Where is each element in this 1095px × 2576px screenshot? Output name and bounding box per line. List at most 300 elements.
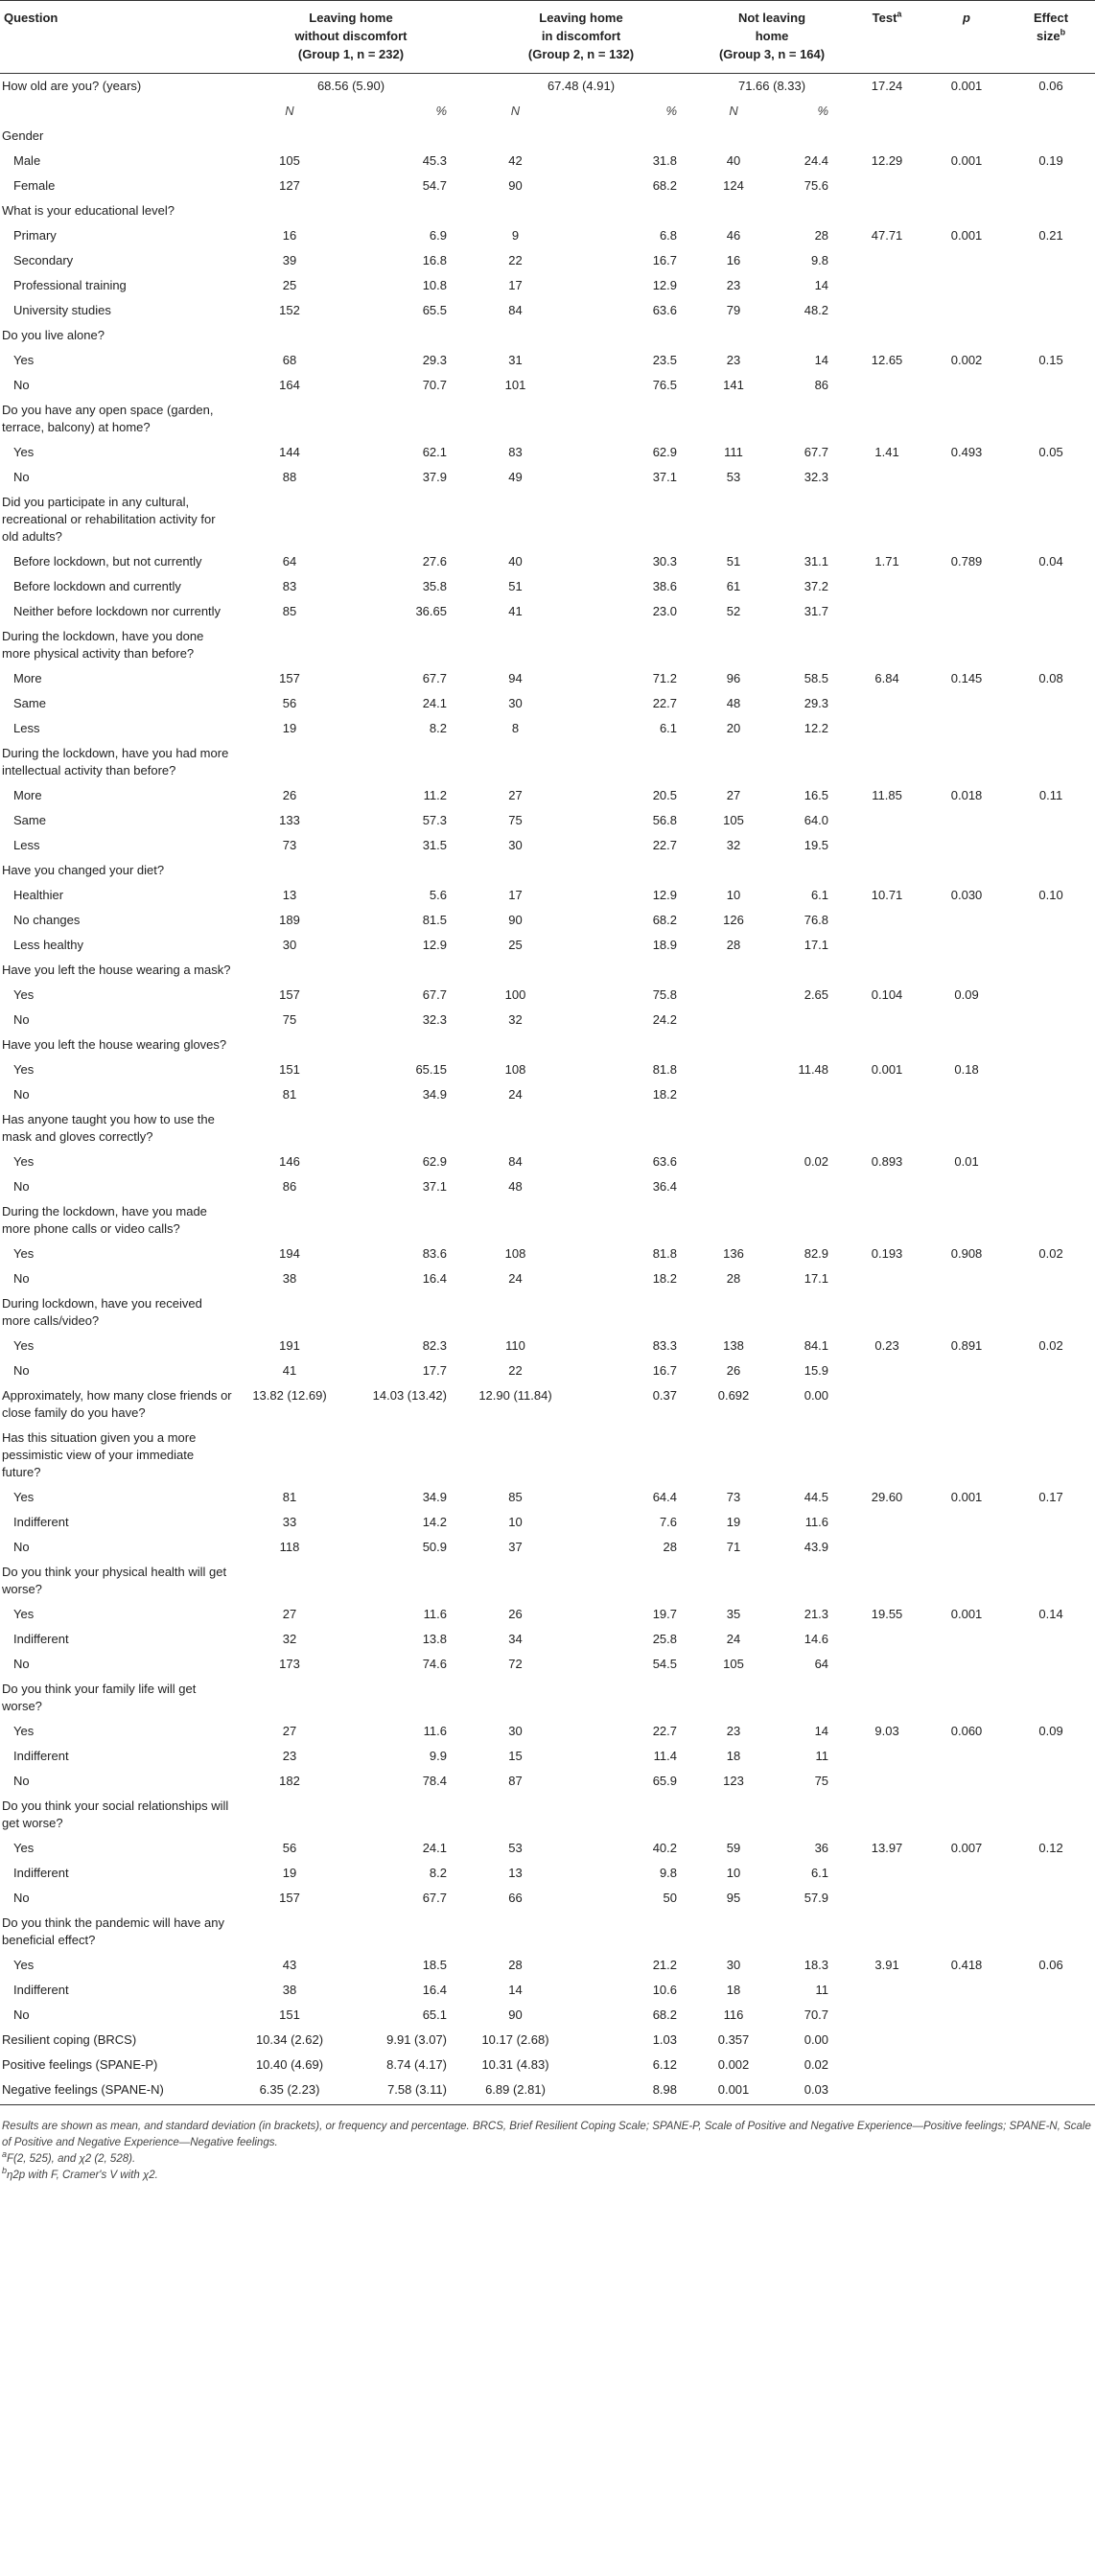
table-cell: 63.6 [652, 1154, 678, 1169]
option-row [0, 666, 1095, 691]
table-cell: 75 [814, 1774, 829, 1788]
table-cell: 1.41 [874, 445, 899, 459]
test-value: 1.03 [652, 2032, 678, 2047]
option-row [0, 833, 1095, 858]
table-cell [1007, 1861, 1095, 1886]
table-cell [1007, 983, 1095, 1008]
table-cell: 79 [726, 303, 741, 317]
table-cell: 10.8 [422, 278, 447, 292]
table-cell [771, 1008, 848, 1033]
table-cell: 81.8 [652, 1246, 678, 1261]
table-cell: 83.6 [422, 1246, 447, 1261]
option-label: Yes [13, 1062, 35, 1077]
table-cell: 90 [508, 2007, 523, 2022]
table-cell: 64.4 [652, 1490, 678, 1504]
table-cell: 11 [815, 1749, 829, 1763]
table-cell: 56 [282, 1841, 297, 1855]
p-value: 0.001 [696, 2077, 771, 2105]
table-cell: 43.9 [804, 1540, 829, 1554]
table-cell [926, 599, 1007, 624]
table-cell: 6.1 [810, 888, 829, 902]
table-cell: 14.2 [422, 1515, 447, 1529]
table-cell [1007, 273, 1095, 298]
table-cell: 85 [282, 604, 297, 618]
table-cell: 9.03 [874, 1724, 899, 1738]
table-cell: 68.2 [652, 913, 678, 927]
table-cell: 67.7 [422, 671, 447, 685]
table-cell: 17 [508, 888, 523, 902]
question-row [0, 198, 1095, 223]
table-cell [848, 933, 926, 958]
table-cell: 164 [279, 378, 300, 392]
table-cell [848, 574, 926, 599]
option-row [0, 549, 1095, 574]
option-label: Male [13, 153, 41, 168]
table-cell [1007, 691, 1095, 716]
table-cell [696, 1057, 771, 1082]
table-cell: 16.4 [422, 1983, 447, 1997]
table-cell: 24.1 [422, 696, 447, 710]
table-cell: 38 [282, 1271, 297, 1286]
table-cell: 44.5 [804, 1490, 829, 1504]
option-row [0, 1836, 1095, 1861]
table-cell: 32 [508, 1012, 523, 1027]
table-cell [848, 373, 926, 398]
option-label: No changes [13, 913, 81, 927]
table-cell: 37.9 [422, 470, 447, 484]
table-cell [1007, 1652, 1095, 1677]
table-cell: 6.1 [659, 721, 678, 735]
empty-cell [236, 624, 1095, 666]
table-cell: 124 [723, 178, 744, 193]
table-cell: 9.9 [429, 1749, 447, 1763]
table-cell: 58.5 [804, 671, 829, 685]
empty-cell [236, 490, 1095, 549]
table-cell: 43 [282, 1958, 297, 1972]
table-cell: 0.02 [804, 1154, 829, 1169]
table-cell: 126 [723, 913, 744, 927]
table-cell: 75 [508, 813, 523, 827]
table-cell: 13 [508, 1866, 523, 1880]
table-cell: 40 [726, 153, 741, 168]
table-cell: 28 [726, 1271, 741, 1286]
table-cell: 10 [726, 1866, 741, 1880]
empty-cell [926, 2077, 1007, 2105]
table-cell: 16 [726, 253, 741, 267]
option-label: Indifferent [13, 1515, 69, 1529]
table-cell: 75.8 [652, 987, 678, 1002]
table-cell: 0.10 [1038, 888, 1063, 902]
table-cell: 24 [508, 1087, 523, 1102]
option-label: Indifferent [13, 1983, 69, 1997]
table-cell [771, 1174, 848, 1199]
table-cell: 23 [726, 353, 741, 367]
table-cell: 90 [508, 178, 523, 193]
table-cell: 23 [282, 1749, 297, 1763]
table-cell: 36 [814, 1841, 829, 1855]
table-cell: 84 [508, 303, 523, 317]
question-label: What is your educational level? [2, 203, 175, 218]
table-cell: 45.3 [422, 153, 447, 168]
table-cell: 23.5 [652, 353, 678, 367]
table-cell: 34.9 [422, 1087, 447, 1102]
question-label: Do you think your family life will get worse? [2, 1682, 197, 1713]
table-cell: 51 [508, 579, 523, 593]
table-cell: 12.2 [804, 721, 829, 735]
table-cell: 52 [726, 604, 741, 618]
question-row [0, 398, 1095, 440]
table-cell: 37.1 [422, 1179, 447, 1194]
table-cell [848, 908, 926, 933]
question-label: Negative feelings (SPANE-N) [0, 2077, 236, 2105]
subheader-cell [848, 99, 926, 124]
table-cell [1007, 599, 1095, 624]
table-cell: 146 [279, 1154, 300, 1169]
table-cell [1007, 373, 1095, 398]
table-cell [1007, 1535, 1095, 1560]
option-row [0, 248, 1095, 273]
question-row [0, 858, 1095, 883]
table-cell: 41 [282, 1363, 297, 1378]
table-cell [848, 1744, 926, 1769]
option-row [0, 716, 1095, 741]
question-label: Do you have any open space (garden, terrace, balcony) at home? [2, 403, 214, 434]
table-cell: 0.05 [1038, 445, 1063, 459]
empty-cell [848, 2077, 926, 2105]
table-cell: 41 [508, 604, 523, 618]
table-cell: 76.8 [804, 913, 829, 927]
option-label: Yes [13, 353, 35, 367]
option-row [0, 1861, 1095, 1886]
question-row [0, 624, 1095, 666]
option-label: Less healthy [13, 938, 83, 952]
table-cell: 11.6 [423, 1607, 447, 1621]
empty-cell [848, 2028, 926, 2053]
table-cell [848, 1266, 926, 1291]
table-cell: 6.1 [810, 1866, 829, 1880]
option-label: Yes [13, 1490, 35, 1504]
table-cell: 32.3 [804, 470, 829, 484]
table-cell [1007, 174, 1095, 198]
table-cell: 82.9 [804, 1246, 829, 1261]
table-cell: 71.2 [652, 671, 678, 685]
mean-row [0, 2053, 1095, 2077]
table-cell: 14 [814, 353, 829, 367]
table-cell: 31.7 [804, 604, 829, 618]
table-cell: 19 [282, 721, 297, 735]
table-cell: 0.493 [950, 445, 983, 459]
table-cell: 38.6 [652, 579, 678, 593]
table-cell: 83 [508, 445, 523, 459]
table-cell: 19 [282, 1866, 297, 1880]
table-cell [848, 2003, 926, 2028]
question-label: Have you changed your diet? [2, 863, 165, 877]
table-cell: 30.3 [652, 554, 678, 569]
table-cell [848, 716, 926, 741]
option-row [0, 1886, 1095, 1911]
table-cell: 1.71 [874, 554, 899, 569]
option-row [0, 1535, 1095, 1560]
option-label: Before lockdown, but not currently [13, 554, 202, 569]
table-cell: 68.2 [652, 2007, 678, 2022]
question-label: Gender [2, 128, 44, 143]
table-cell: 0.18 [954, 1062, 979, 1077]
table-cell: 23 [726, 1724, 741, 1738]
table-cell [926, 1510, 1007, 1535]
table-cell: 0.001 [871, 1062, 903, 1077]
table-cell: 9.8 [659, 1866, 678, 1880]
table-cell: 22 [508, 253, 523, 267]
table-cell: 38 [282, 1983, 297, 1997]
table-cell: 27 [726, 788, 741, 802]
table-cell [696, 1149, 771, 1174]
table-cell: 10 [508, 1515, 523, 1529]
table-cell: 86 [814, 378, 829, 392]
table-cell: 25.8 [652, 1632, 678, 1646]
table-cell [926, 1886, 1007, 1911]
table-cell: 70.7 [422, 378, 447, 392]
table-cell [848, 691, 926, 716]
option-label: Less [13, 838, 40, 852]
group-3-mean: 12.90 (11.84) [478, 1388, 552, 1403]
table-cell: 39 [282, 253, 297, 267]
table-cell: 0.21 [1038, 228, 1063, 243]
option-label: No [13, 2007, 30, 2022]
empty-cell [236, 1911, 1095, 1953]
table-cell: 11 [815, 1983, 829, 1997]
notes-main: Results are shown as mean, and standard deviation (in brackets), or frequency and percentage. BRCS, Brief Resilient Coping Scale; SPANE-P, Scale of Positive and Negative Experience—Positive feelings; SPANE-N, Scale of Positive and Negative Experience—Negative feelings. [2, 2121, 1091, 2148]
table-cell: 0.11 [1038, 788, 1063, 802]
table-cell [848, 1652, 926, 1677]
table-cell: 12.9 [652, 888, 678, 902]
table-cell: 0.007 [950, 1841, 983, 1855]
table-cell: 0.09 [1038, 1724, 1063, 1738]
table-cell: 94 [508, 671, 523, 685]
option-row [0, 373, 1095, 398]
question-label: Approximately, how many close friends or close family do you have? [2, 1388, 232, 1420]
table-cell: 50.9 [422, 1540, 447, 1554]
table-cell: 108 [504, 1246, 526, 1261]
option-row [0, 983, 1095, 1008]
note-b: $^b$η2p with F, Cramer's V with χ2. [2, 2166, 158, 2181]
table-cell: 22 [508, 1363, 523, 1378]
table-cell: 42 [508, 153, 523, 168]
table-cell: 22.7 [652, 1724, 678, 1738]
empty-cell [1007, 1383, 1095, 1426]
table-cell: 73 [726, 1490, 741, 1504]
question-label: During the lockdown, have you made more phone calls or video calls? [2, 1204, 207, 1236]
table-cell: 133 [279, 813, 300, 827]
empty-cell [236, 398, 1095, 440]
table-cell: 0.17 [1038, 1490, 1063, 1504]
header-effect-size: Effect size$^b$ [1007, 1, 1095, 74]
option-label: Indifferent [13, 1749, 69, 1763]
table-cell: 191 [279, 1338, 300, 1353]
table-cell: 13.97 [871, 1841, 903, 1855]
test-value: 17.24 [871, 79, 903, 93]
table-cell: 15 [508, 1749, 523, 1763]
table-cell: 57.9 [804, 1891, 829, 1905]
option-label: Yes [13, 1607, 35, 1621]
table-cell [848, 1978, 926, 2003]
subheader-cell [1007, 99, 1095, 124]
mean-row [0, 2077, 1095, 2105]
table-cell: 61 [726, 579, 741, 593]
table-cell: 67.7 [422, 987, 447, 1002]
table-cell: 29.3 [422, 353, 447, 367]
group-1-mean: 10.34 (2.62) [255, 2032, 324, 2047]
option-label: Yes [13, 445, 35, 459]
question-row [0, 741, 1095, 783]
option-row [0, 574, 1095, 599]
table-cell: 34.9 [422, 1490, 447, 1504]
table-cell: 68 [282, 353, 297, 367]
group-3-mean: 6.89 (2.81) [466, 2077, 565, 2105]
subheader-cell [0, 99, 236, 124]
option-label: Neither before lockdown nor currently [13, 604, 221, 618]
table-cell: 30 [508, 696, 523, 710]
table-cell: 14 [814, 278, 829, 292]
group-3-mean: 71.66 (8.33) [737, 79, 806, 93]
option-row [0, 1082, 1095, 1107]
table-cell [926, 1266, 1007, 1291]
table-cell [1007, 808, 1095, 833]
table-cell: 12.29 [871, 153, 903, 168]
table-cell [926, 1652, 1007, 1677]
table-cell: 31.8 [652, 153, 678, 168]
empty-cell [236, 124, 1095, 149]
table-cell: 151 [279, 1062, 300, 1077]
table-cell: 50 [663, 1891, 678, 1905]
table-cell: 18 [726, 1983, 741, 1997]
table-cell [926, 465, 1007, 490]
table-cell: 23.0 [652, 604, 678, 618]
table-cell: 18 [726, 1749, 741, 1763]
question-row [0, 323, 1095, 348]
option-label: Yes [13, 1338, 35, 1353]
table-cell: 48 [726, 696, 741, 710]
option-row [0, 1978, 1095, 2003]
question-label: Resilient coping (BRCS) [2, 2032, 137, 2047]
table-cell: 56.8 [652, 813, 678, 827]
option-row [0, 465, 1095, 490]
table-cell [1007, 1057, 1095, 1082]
table-cell: 67.7 [422, 1891, 447, 1905]
table-cell: 83.3 [652, 1338, 678, 1353]
table-cell: 3.91 [874, 1958, 899, 1972]
table-cell: 11.6 [804, 1515, 829, 1529]
table-cell: 0.789 [950, 554, 983, 569]
table-notes [0, 2105, 1095, 2184]
option-row [0, 1719, 1095, 1744]
table-cell [926, 808, 1007, 833]
option-row [0, 1510, 1095, 1535]
p-value: 0.001 [950, 79, 983, 93]
table-cell: 25 [282, 278, 297, 292]
table-cell: 18.5 [422, 1958, 447, 1972]
table-cell [1007, 1744, 1095, 1769]
table-cell: 0.018 [950, 788, 983, 802]
table-cell [848, 174, 926, 198]
table-cell: 189 [279, 913, 300, 927]
empty-cell [236, 1107, 1095, 1149]
group-1-mean: 6.35 (2.23) [236, 2077, 343, 2105]
table-cell [1007, 833, 1095, 858]
table-cell: 37.2 [804, 579, 829, 593]
group-2-mean: 14.03 (13.42) [372, 1388, 447, 1403]
option-label: Professional training [13, 278, 127, 292]
table-cell: 64 [282, 554, 297, 569]
table-cell: 83 [282, 579, 297, 593]
question-label: Do you think your physical health will get worse? [2, 1565, 227, 1596]
table-cell [926, 933, 1007, 958]
question-row [0, 490, 1095, 549]
table-cell: 36.4 [652, 1179, 678, 1194]
table-cell: 19.55 [871, 1607, 903, 1621]
table-cell: 5.6 [429, 888, 447, 902]
table-cell [771, 1082, 848, 1107]
table-cell: 90 [508, 913, 523, 927]
table-cell: 16.7 [652, 253, 678, 267]
table-cell: 0.001 [950, 1607, 983, 1621]
empty-cell [236, 858, 1095, 883]
table-cell: 81 [282, 1087, 297, 1102]
table-cell [848, 1886, 926, 1911]
option-label: No [13, 1774, 30, 1788]
table-cell [1007, 1510, 1095, 1535]
table-cell: 21.3 [804, 1607, 829, 1621]
table-cell [1007, 716, 1095, 741]
question-label: How old are you? (years) [2, 79, 142, 93]
table-cell: 62.9 [422, 1154, 447, 1169]
table-cell: 9.8 [810, 253, 829, 267]
question-row [0, 1107, 1095, 1149]
option-row [0, 1652, 1095, 1677]
table-cell [1007, 574, 1095, 599]
table-cell: 10.71 [871, 888, 903, 902]
table-cell: 11.6 [423, 1724, 447, 1738]
group-1-mean: 10.40 (4.69) [255, 2057, 324, 2072]
question-label: Do you think the pandemic will have any beneficial effect? [2, 1915, 224, 1947]
option-label: No [13, 1540, 30, 1554]
question-label: During the lockdown, have you had more intellectual activity than before? [2, 746, 229, 777]
option-row [0, 883, 1095, 908]
table-cell: 12.65 [871, 353, 903, 367]
subheader-cell: N [285, 104, 294, 118]
table-cell: 12.9 [422, 938, 447, 952]
table-cell: 13.8 [422, 1632, 447, 1646]
option-row [0, 808, 1095, 833]
option-label: Yes [13, 1958, 35, 1972]
header-test: Test$^a$ [848, 1, 926, 74]
table-cell [926, 1861, 1007, 1886]
table-cell: 40 [508, 554, 523, 569]
table-cell: 17.1 [804, 938, 829, 952]
table-cell: 17 [508, 278, 523, 292]
table-cell: 16.7 [652, 1363, 678, 1378]
table-cell: 10.6 [652, 1983, 678, 1997]
table-cell: 151 [279, 2007, 300, 2022]
table-cell: 30 [508, 838, 523, 852]
table-cell: 62.1 [422, 445, 447, 459]
table-cell: 105 [723, 1657, 744, 1671]
table-cell: 123 [723, 1774, 744, 1788]
table-cell [848, 1861, 926, 1886]
option-row [0, 348, 1095, 373]
table-cell: 30 [508, 1724, 523, 1738]
table-cell: 32.3 [422, 1012, 447, 1027]
group-1-mean: 68.56 (5.90) [316, 79, 385, 93]
